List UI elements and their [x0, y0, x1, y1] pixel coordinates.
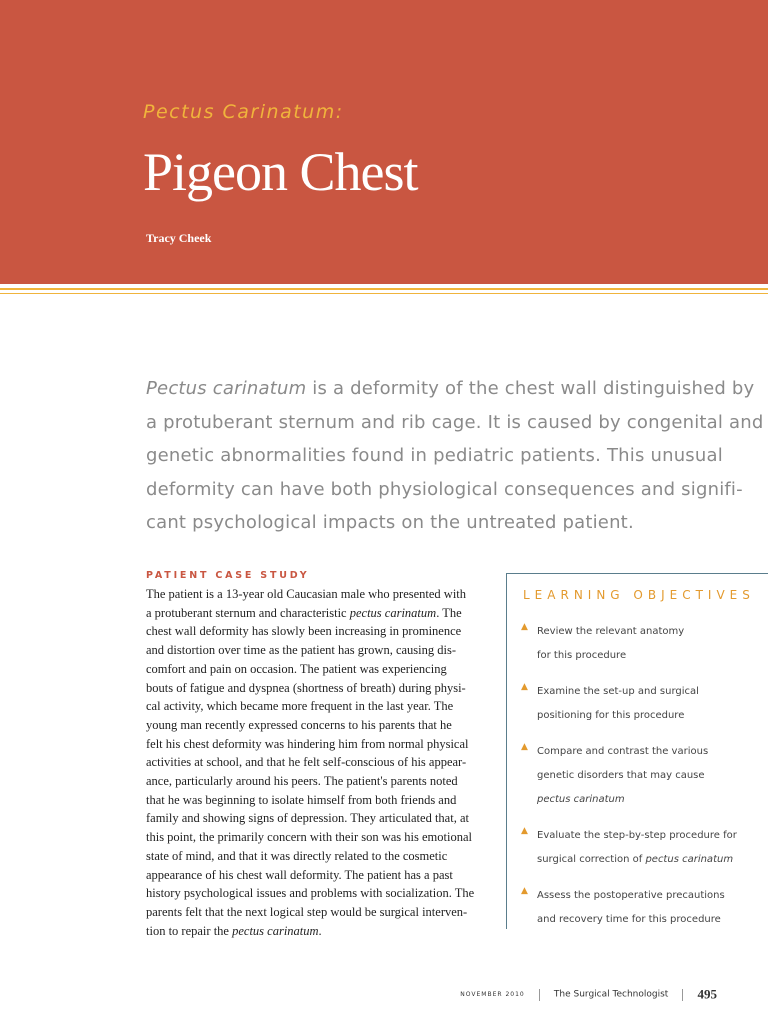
learning-objective-item	[521, 740, 761, 812]
case-study-line: and distortion over time as the patient has grown, causing dis-	[146, 643, 457, 658]
learning-objective-line: Evaluate the step-by-step procedure for	[537, 830, 737, 841]
learning-objectives-box	[506, 573, 768, 929]
learning-objective-text	[537, 680, 761, 728]
learning-objectives-list	[521, 620, 761, 944]
page-footer	[460, 984, 717, 1003]
footer-month: NOVEMBER 2010	[460, 991, 525, 998]
divider-rule	[0, 288, 768, 290]
triangle-up-icon: ▲	[521, 622, 528, 632]
learning-objective-line: pectus carinatum	[537, 794, 625, 805]
footer-separator	[539, 989, 540, 1001]
learning-objective-item	[521, 884, 761, 932]
learning-objective-item	[521, 680, 761, 728]
case-study-heading: PATIENT CASE STUDY	[146, 570, 310, 581]
case-study-line: activities at school, and that he felt self-conscious of his appear-	[146, 755, 467, 770]
triangle-up-icon: ▲	[521, 826, 528, 836]
learning-objective-line: for this procedure	[537, 650, 627, 661]
footer-journal: The Surgical Technologist	[553, 989, 669, 1000]
learning-objective-text	[537, 824, 761, 872]
learning-objectives-heading: LEARNING OBJECTIVES	[523, 588, 755, 602]
learning-objective-line: Review the relevant anatomy	[537, 626, 685, 637]
case-study-line: history psychological issues and problems with socialization. The	[146, 886, 475, 901]
case-study-line: chest wall deformity has slowly been increasing in prominence	[146, 624, 462, 639]
article-subtitle: Pectus Carinatum:	[143, 101, 344, 123]
case-study-line: ance, particularly around his peers. The patient's parents noted	[146, 774, 458, 789]
learning-objective-line: Compare and contrast the various	[537, 746, 709, 757]
learning-objective-line: surgical correction of pectus carinatum	[537, 854, 734, 865]
intro-line-text: is a deformity of the chest wall distinguished by	[306, 378, 755, 399]
article-title: Pigeon Chest	[143, 142, 418, 202]
triangle-up-icon: ▲	[521, 886, 528, 896]
intro-line: genetic abnormalities found in pediatric patients. This unusual	[146, 445, 723, 466]
case-study-line: that he was beginning to isolate himself from both friends and	[146, 792, 457, 807]
case-study-line: young man recently expressed concerns to his parents that he	[146, 717, 452, 732]
case-study-line: parents felt that the next logical step would be surgical interven-	[146, 904, 468, 919]
intro-line: a protuberant sternum and rib cage. It is caused by congenital and	[146, 411, 764, 433]
case-study-body	[146, 585, 496, 940]
learning-objective-line: positioning for this procedure	[537, 710, 685, 721]
case-study-line: appearance of his chest wall deformity. The patient has a past	[146, 867, 453, 882]
learning-objective-item	[521, 620, 761, 668]
case-study-line: cal activity, which became more frequent in the last year. The	[146, 699, 454, 714]
case-study-line: a protuberant sternum and characteristic pectus carinatum. The	[146, 605, 462, 620]
footer-separator	[682, 989, 683, 1001]
case-study-line: The patient is a 13-year old Caucasian male who presented with	[146, 587, 467, 601]
case-study-line: state of mind, and that it was directly related to the cosmetic	[146, 848, 448, 863]
intro-paragraph	[146, 372, 764, 540]
intro-line	[146, 372, 755, 406]
case-study-line: tion to repair the pectus carinatum.	[146, 923, 322, 938]
divider-rule-thin	[0, 293, 768, 294]
learning-objective-line: and recovery time for this procedure	[537, 914, 721, 925]
header-banner	[0, 0, 768, 284]
case-study-line: this point, the primarily concern with their son was his emotional	[146, 830, 472, 845]
case-study-line: family and showing signs of depression. They articulated that, at	[146, 811, 469, 826]
intro-lead-term: Pectus carinatum	[146, 378, 307, 399]
case-study-line: bouts of fatigue and dyspnea (shortness of breath) during physi-	[146, 680, 466, 695]
learning-objective-text	[537, 620, 761, 668]
learning-objective-text	[537, 740, 761, 812]
learning-objective-line: Assess the postoperative precautions	[537, 890, 725, 901]
case-study-line: comfort and pain on occasion. The patient was experiencing	[146, 661, 447, 676]
triangle-up-icon: ▲	[521, 682, 528, 692]
article-author: Tracy Cheek	[146, 231, 212, 245]
triangle-up-icon: ▲	[521, 742, 528, 752]
learning-objective-line: Examine the set-up and surgical	[537, 686, 699, 697]
case-study-line: felt his chest deformity was hindering him from normal physical	[146, 736, 469, 751]
learning-objective-item	[521, 824, 761, 872]
intro-line: deformity can have both physiological consequences and signifi-	[146, 478, 743, 500]
learning-objective-line: genetic disorders that may cause	[537, 770, 705, 781]
learning-objective-text	[537, 884, 761, 932]
intro-line: cant psychological impacts on the untreated patient.	[146, 512, 634, 533]
page-number: 495	[697, 986, 717, 1002]
